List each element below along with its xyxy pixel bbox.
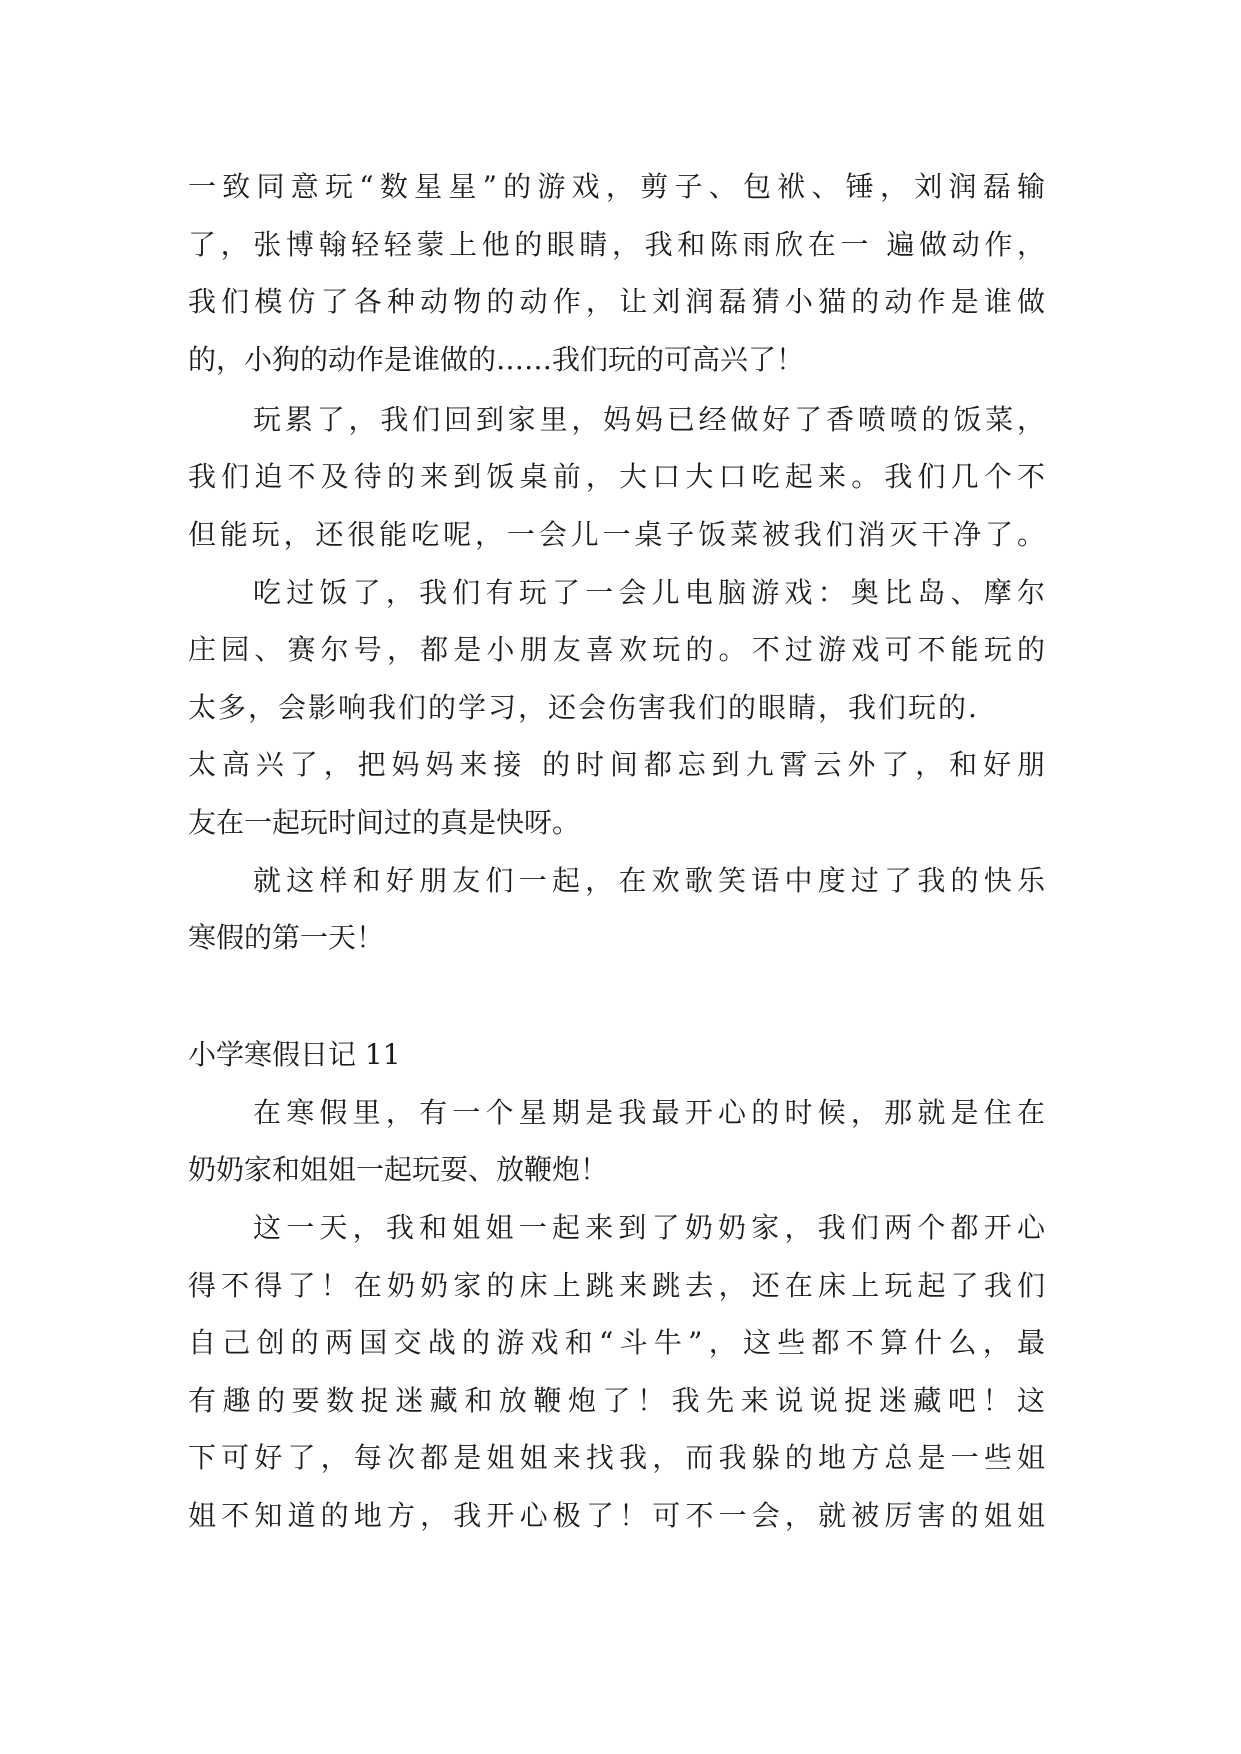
text-line: 太高兴了，把妈妈来接 的时间都忘到九霄云外了，和好朋 [188,748,1045,781]
paragraph-first-line: 就这样和好朋友们一起，在欢歌笑语中度过了我的快乐 [253,864,1045,897]
text-line: 有趣的要数捉迷藏和放鞭炮了！我先来说说捉迷藏吧！这 [188,1384,1045,1417]
text-line: 寒假的第一天！ [188,921,385,954]
text-line: 友在一起玩时间过的真是快呀。 [188,806,581,839]
text-line: 我们模仿了各种动物的动作，让刘润磊猜小猫的动作是谁做 [188,285,1045,318]
section-heading: 小学寒假日记 11 [188,1038,401,1071]
text-line: 一致同意玩“数星星”的游戏，剪子、包袱、锤，刘润磊输 [188,170,1045,203]
text-line: 的，小狗的动作是谁做的……我们玩的可高兴了！ [188,343,805,376]
text-line: 自己创的两国交战的游戏和“斗牛”，这些都不算什么，最 [188,1326,1045,1359]
paragraph-first-line: 这一天，我和姐姐一起来到了奶奶家，我们两个都开心 [253,1211,1045,1244]
paragraph-first-line: 玩累了，我们回到家里，妈妈已经做好了香喷喷的饭菜， [253,403,1045,436]
text-line: 庄园、赛尔号，都是小朋友喜欢玩的。不过游戏可不能玩的 [188,633,1045,666]
text-line: 但能玩，还很能吃呢，一会儿一桌子饭菜被我们消灭干净了。 [188,518,1045,551]
text-line: 下可好了，每次都是姐姐来找我，而我躲的地方总是一些姐 [188,1441,1045,1474]
text-line: 姐不知道的地方，我开心极了！可不一会，就被厉害的姐姐 [188,1499,1045,1532]
text-line: 奶奶家和姐姐一起玩耍、放鞭炮！ [188,1153,609,1186]
text-line: 了，张博翰轻轻蒙上他的眼睛，我和陈雨欣在一 遍做动作， [188,228,1045,261]
text-line: 我们迫不及待的来到饭桌前，大口大口吃起来。我们几个不 [188,460,1045,493]
paragraph-first-line: 吃过饭了，我们有玩了一会儿电脑游戏：奥比岛、摩尔 [253,576,1045,609]
paragraph-first-line: 在寒假里，有一个星期是我最开心的时候，那就是住在 [253,1096,1045,1129]
text-line: 太多，会影响我们的学习，还会伤害我们的眼睛，我们玩的. [188,691,979,724]
text-line: 得不得了！在奶奶家的床上跳来跳去，还在床上玩起了我们 [188,1269,1045,1302]
